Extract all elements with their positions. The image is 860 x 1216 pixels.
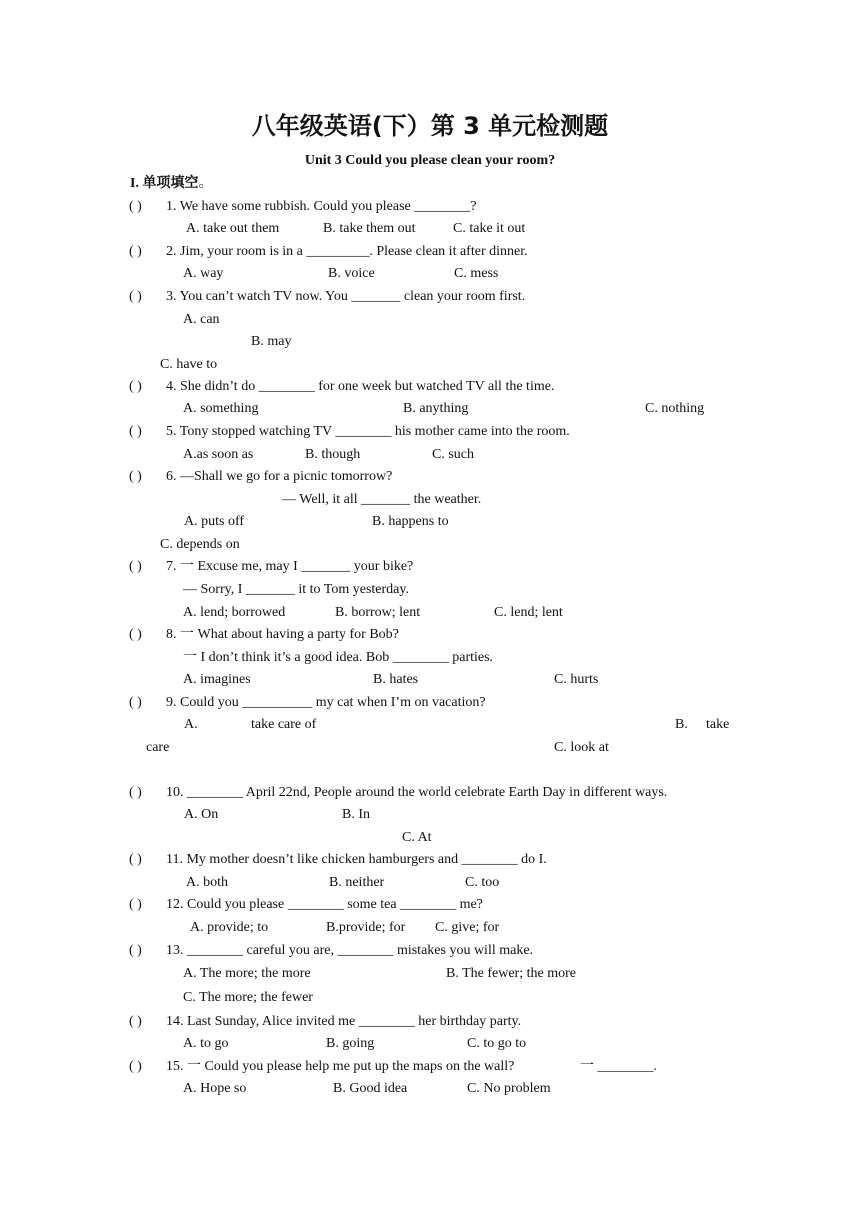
option-a: take care of: [251, 717, 317, 732]
question-stem: 11. My mother doesn’t like chicken hamburgers and ________ do I.: [166, 852, 547, 867]
section-title: 单项填空: [142, 175, 199, 191]
answer-blank[interactable]: ( ): [129, 943, 142, 958]
answer-blank[interactable]: ( ): [129, 559, 142, 574]
section-punct: 。: [198, 175, 213, 191]
answer-blank[interactable]: ( ): [129, 852, 142, 867]
option-b: B. Good idea: [333, 1081, 408, 1096]
question-stem: 10. ________ April 22nd, People around the world celebrate Earth Day in different ways.: [166, 785, 668, 800]
question-stem: 6. —Shall we go for a picnic tomorrow?: [166, 469, 393, 484]
question-stem: 12. Could you please ________ some tea ________ me?: [166, 897, 483, 912]
option-c: C. look at: [554, 740, 609, 755]
answer-blank[interactable]: ( ): [129, 1014, 142, 1029]
option-a: A. to go: [183, 1036, 229, 1051]
option-b: B. though: [305, 447, 361, 462]
option-b: B. anything: [403, 401, 469, 416]
answer-blank[interactable]: ( ): [129, 897, 142, 912]
option-c: C. mess: [454, 266, 499, 281]
answer-blank[interactable]: ( ): [129, 289, 142, 304]
option-b: B. happens to: [372, 514, 449, 529]
option-b: B. In: [342, 807, 370, 822]
answer-blank[interactable]: ( ): [129, 244, 142, 259]
question-stem-reply: — Well, it all _______ the weather.: [282, 492, 482, 507]
option-c: C. At: [402, 830, 432, 845]
option-b: B. hates: [373, 672, 419, 687]
option-a: A. both: [186, 875, 228, 890]
question-stem: 4. She didn’t do ________ for one week but watched TV all the time.: [166, 379, 555, 394]
option-c: C. No problem: [467, 1081, 551, 1096]
answer-blank[interactable]: ( ): [129, 1059, 142, 1074]
option-a: A. The more; the more: [183, 966, 311, 981]
option-c: C. take it out: [453, 221, 526, 236]
option-c: C. nothing: [645, 401, 705, 416]
question-stem: 15. 一 Could you please help me put up the maps on the wall?: [166, 1059, 515, 1074]
option-a: A. way: [183, 266, 224, 281]
option-b: B. neither: [329, 875, 385, 890]
option-c: C. to go to: [467, 1036, 527, 1051]
option-b: take: [706, 717, 730, 732]
option-a: A. something: [183, 401, 259, 416]
option-a: A. lend; borrowed: [183, 605, 286, 620]
option-a: A. take out them: [186, 221, 280, 236]
question-stem: 14. Last Sunday, Alice invited me ________ her birthday party.: [166, 1014, 522, 1029]
option-c: C. depends on: [160, 537, 240, 552]
option-a: A. puts off: [184, 514, 245, 529]
section-number: I.: [130, 176, 139, 191]
answer-blank[interactable]: ( ): [129, 627, 142, 642]
option-b: B. may: [251, 334, 292, 349]
option-b: B.provide; for: [326, 920, 406, 935]
question-stem-reply: 一 ________.: [580, 1059, 657, 1074]
answer-blank[interactable]: ( ): [129, 785, 142, 800]
question-stem: 9. Could you __________ my cat when I’m on vacation?: [166, 695, 486, 710]
option-a: A. Hope so: [183, 1081, 247, 1096]
option-c: C. have to: [160, 357, 218, 372]
option-c: C. The more; the fewer: [183, 990, 313, 1005]
option-a: A. provide; to: [190, 920, 269, 935]
option-a-letter: A.: [184, 717, 198, 732]
option-c: C. lend; lent: [494, 605, 563, 620]
answer-blank[interactable]: ( ): [129, 379, 142, 394]
question-stem: 5. Tony stopped watching TV ________ his mother came into the room.: [166, 424, 570, 439]
option-a: A.as soon as: [183, 447, 254, 462]
question-stem: 1. We have some rubbish. Could you please ________?: [166, 199, 477, 214]
option-b: B. going: [326, 1036, 375, 1051]
section-heading: [130, 174, 212, 193]
answer-blank[interactable]: ( ): [129, 424, 142, 439]
option-b: B. voice: [328, 266, 375, 281]
question-stem-reply: — Sorry, I _______ it to Tom yesterday.: [183, 582, 409, 597]
option-b: B. take them out: [323, 221, 416, 236]
option-c: C. such: [432, 447, 474, 462]
option-a: A. can: [183, 312, 220, 327]
question-stem: 2. Jim, your room is in a _________. Please clean it after dinner.: [166, 244, 528, 259]
question-stem: 3. You can’t watch TV now. You _______ clean your room first.: [166, 289, 526, 304]
answer-blank[interactable]: ( ): [129, 469, 142, 484]
option-a: A. imagines: [183, 672, 251, 687]
page-subtitle: Unit 3 Could you please clean your room?: [304, 153, 556, 168]
question-stem-reply: 一 I don’t think it’s a good idea. Bob ________ parties.: [183, 650, 494, 665]
question-stem: 13. ________ careful you are, ________ mistakes you will make.: [166, 943, 534, 958]
option-c: C. too: [465, 875, 500, 890]
option-b: B. borrow; lent: [335, 605, 421, 620]
option-b-letter: B.: [675, 717, 688, 732]
option-b-continued: care: [146, 740, 170, 755]
page-title: 八年级英语(下）第 3 单元检测题: [251, 112, 609, 140]
option-c: C. hurts: [554, 672, 599, 687]
answer-blank[interactable]: ( ): [129, 199, 142, 214]
option-b: B. The fewer; the more: [446, 966, 576, 981]
option-c: C. give; for: [435, 920, 500, 935]
answer-blank[interactable]: ( ): [129, 695, 142, 710]
question-stem: 7. 一 Excuse me, may I _______ your bike?: [166, 559, 414, 574]
option-a: A. On: [184, 807, 219, 822]
question-stem: 8. 一 What about having a party for Bob?: [166, 627, 399, 642]
